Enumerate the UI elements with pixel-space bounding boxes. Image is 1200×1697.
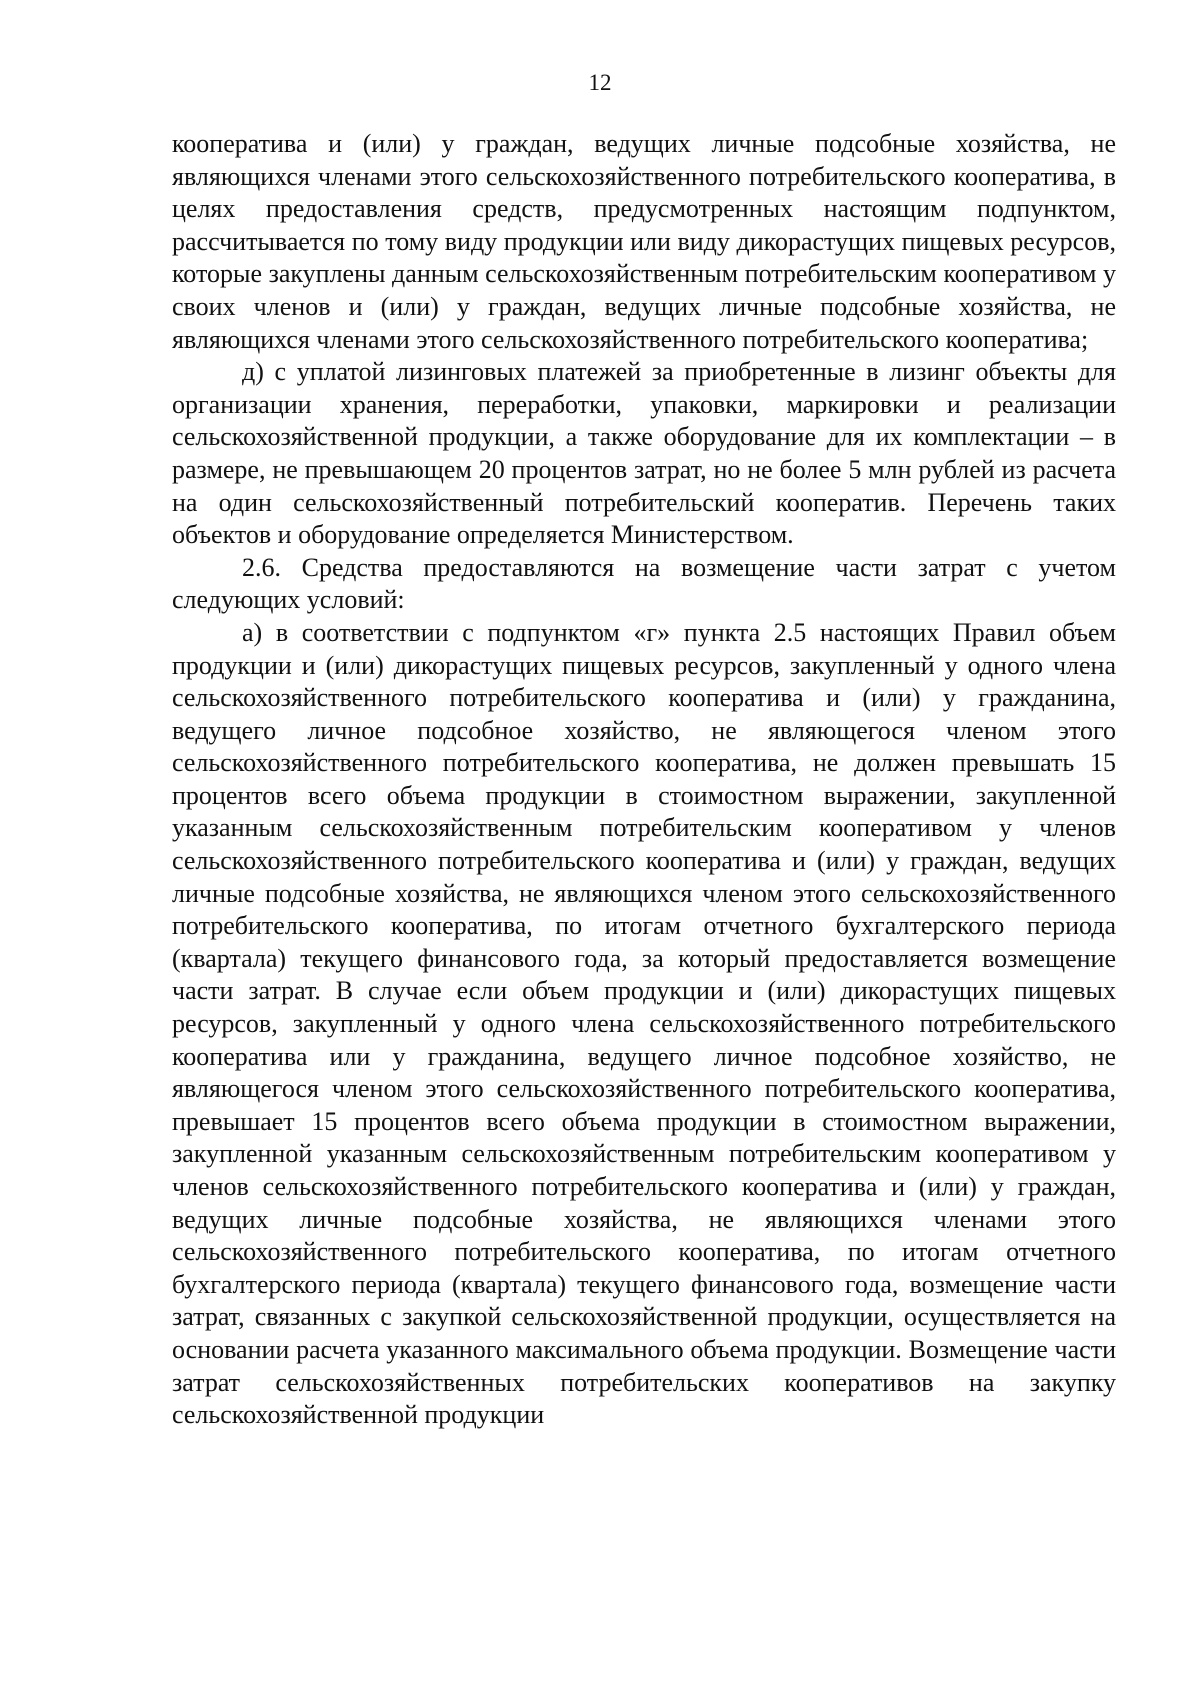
paragraph-subitem-a: а) в соответствии с подпунктом «г» пункта 2.5 настоящих Правил объем продукции и (или) дикорастущих пищевых ресурсов, закупленный у одного члена сельскохозяйственного потребительского кооператива и (или) у гражданина, ведущего личное подсобное хозяйство, не являющегося членом этого сельскохозяйственного потребительского кооператива, не должен превышать 15 процентов всего объема продукции в стоимостном выражении, закупленной указанным сельскохозяйственным потребительским кооперативом у членов сельскохозяйственного потребительского кооператива и (или) у граждан, ведущих личные подсобные хозяйства, не являющихся членом этого сельскохозяйственного потребительского кооператива, по итогам отчетного бухгалтерского периода (квартала) текущего финансового года, за который предоставляется возмещение части затрат. В случае если объем продукции и (или) дикорастущих пищевых ресурсов, закупленный у одного члена сельскохозяйственного потребительского кооператива или у гражданина, ведущего личное подсобное хозяйство, не являющегося членом этого сельскохозяйственного потребительского кооператива, превышает 15 процентов всего объема продукции в стоимостном выражении, закупленной указанным сельскохозяйственным потребительским кооперативом у членов сельскохозяйственного потребительского кооператива и (или) у граждан, ведущих личные подсобные хозяйства, не являющихся членами этого сельскохозяйственного потребительского кооператива, по итогам отчетного бухгалтерского периода (квартала) текущего финансового года, возмещение части затрат, связанных с закупкой сельскохозяйственной продукции, осуществляется на основании расчета указанного максимального объема продукции. Возмещение части затрат сельскохозяйственных потребительских кооперативов на закупку сельскохозяйственной продукции [172, 617, 1116, 1430]
paragraph-subitem-d: д) с уплатой лизинговых платежей за приобретенные в лизинг объекты для организации хранения, переработки, упаковки, маркировки и реализации сельскохозяйственной продукции, а также оборудование для их комплектации – в размере, не превышающем 20 процентов затрат, но не более 5 млн рублей из расчета на один сельскохозяйственный потребительский кооператив. Перечень таких объектов и оборудование определяется Министерством. [172, 357, 1116, 550]
page-number: 12 [588, 70, 612, 95]
paragraph-section-2-6: 2.6. Средства предоставляются на возмещение части затрат с учетом следующих условий: [172, 552, 1116, 615]
document-body [172, 128, 1116, 1432]
paragraph-continuation: кооператива и (или) у граждан, ведущих личные подсобные хозяйства, не являющихся членами этого сельскохозяйственного потребительского кооператива, в целях предоставления средств, предусмотренных настоящим подпунктом, рассчитывается по тому виду продукции или виду дикорастущих пищевых ресурсов, которые закуплены данным сельскохозяйственным потребительским кооперативом у своих членов и (или) у граждан, ведущих личные подсобные хозяйства, не являющихся членами этого сельскохозяйственного потребительского кооператива; [172, 129, 1116, 354]
